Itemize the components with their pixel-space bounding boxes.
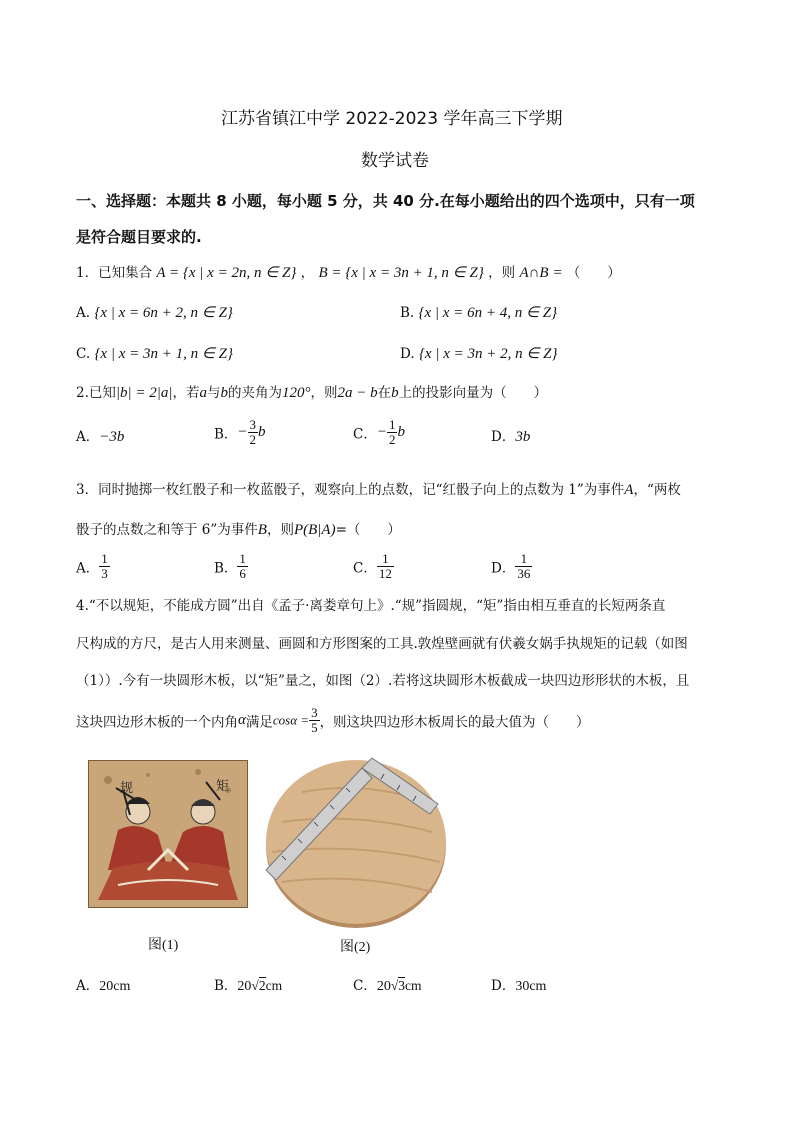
figure-2-wood-board xyxy=(262,752,450,930)
q4-cos: cosα = xyxy=(272,712,310,728)
option-unit: cm xyxy=(405,978,422,993)
option-text: 30cm xyxy=(515,979,547,994)
q1-prefix: 1．已知集合 xyxy=(76,265,153,281)
question-4-line2: 尺构成的方尺，是古人用来测量、画圆和方形图案的工具.敦煌壁画就有伏羲女娲手执规矩的记载（如图 xyxy=(76,636,688,652)
option-label: B. xyxy=(400,305,415,321)
radicand: 2 xyxy=(258,978,266,993)
exam-subtitle: 数学试卷 xyxy=(361,151,429,171)
option-coef: 20 xyxy=(237,979,252,994)
numerator: 1 xyxy=(101,551,108,566)
option-label: D． xyxy=(491,978,516,994)
q2-text: 与 xyxy=(207,385,221,401)
q2-option-c xyxy=(353,418,405,447)
option-label: B． xyxy=(214,426,238,443)
option-label: A． xyxy=(76,429,100,445)
question-4-line1: 4.“不以规矩，不能成方圆”出自《孟子·离娄章句上》.“规”指圆规，“矩”指由相互垂直的长短两条直 xyxy=(76,598,666,614)
q3-option-a xyxy=(76,552,110,581)
q2-condition: |b| = 2|a| xyxy=(115,385,173,401)
q1-answer-paren: （ ） xyxy=(566,265,621,281)
q2-text: ，若 xyxy=(172,385,200,401)
denominator: 3 xyxy=(101,566,108,581)
question-2-stem xyxy=(76,381,547,402)
figure-1-caption: 图(1) xyxy=(148,938,179,953)
option-unit: cm xyxy=(265,978,283,993)
fresco-image xyxy=(88,760,248,908)
option-var: b xyxy=(258,424,266,440)
section-heading-line1: 一、选择题：本题共 8 小题，每小题 5 分，共 40 分.在每小题给出的四个选项中，只有一项 xyxy=(76,192,695,210)
q2-text: 2.已知 xyxy=(76,385,116,401)
q2-c-fraction xyxy=(387,418,398,447)
option-label: C． xyxy=(353,560,377,577)
vector-a: a xyxy=(199,385,208,401)
q3-a-fraction xyxy=(99,552,110,581)
option-label: D. xyxy=(400,346,415,362)
numerator: 1 xyxy=(239,551,246,566)
option-coef: 20 xyxy=(376,979,391,994)
numerator: 1 xyxy=(388,417,396,432)
q1-intersection: A∩B = xyxy=(519,265,563,281)
option-text: −3b xyxy=(99,429,125,445)
option-text: {x | x = 6n + 2, n ∈ Z} xyxy=(94,305,233,321)
q1-option-d xyxy=(400,344,558,363)
denominator: 36 xyxy=(517,566,531,581)
q3-text: 3．同时抛掷一枚红骰子和一枚蓝骰子，观察向上的点数，记“红骰子向上的点数为 1”为事件 xyxy=(76,482,625,498)
q2-angle: 120° xyxy=(282,385,311,401)
q2-text: 的夹角为 xyxy=(228,385,283,401)
fresco-label-ju: 矩 xyxy=(216,779,230,794)
q2-text: 在 xyxy=(377,385,392,401)
denominator: 5 xyxy=(311,720,318,735)
q1-comma: ， xyxy=(300,265,315,281)
vector-b: b xyxy=(391,385,399,401)
event-b: B xyxy=(257,522,267,538)
numerator: 1 xyxy=(515,552,532,567)
q3-probability: P(B|A) xyxy=(293,522,336,538)
option-text: 20cm xyxy=(99,979,131,994)
denominator: 2 xyxy=(249,432,257,447)
q3-text: ，则 xyxy=(266,522,294,538)
q1-option-a xyxy=(76,303,233,322)
question-3-line1 xyxy=(76,478,681,499)
event-a: A xyxy=(624,482,634,498)
figure-2-caption: 图(2) xyxy=(340,940,371,955)
numerator: 1 xyxy=(377,552,394,567)
q4-text: 这块四边形木板的一个内角 xyxy=(76,714,238,731)
option-var: b xyxy=(397,424,405,440)
option-text: {x | x = 3n + 2, n ∈ Z} xyxy=(418,346,558,362)
q2-option-b xyxy=(214,418,266,447)
q3-option-b xyxy=(214,552,248,581)
q2-text: 上的投影向量为（ ） xyxy=(398,385,548,401)
q2-b-fraction xyxy=(248,418,259,447)
q4-option-d xyxy=(491,974,546,995)
q4-option-b xyxy=(214,974,282,995)
numerator: 3 xyxy=(311,705,318,720)
denominator: 2 xyxy=(388,432,396,447)
denominator: 12 xyxy=(378,566,392,581)
vector-b: b xyxy=(220,385,229,401)
q3-c-fraction xyxy=(377,552,394,581)
sqrt-symbol: √ xyxy=(390,978,399,993)
q4-option-c xyxy=(353,974,422,995)
option-label: D． xyxy=(491,429,516,445)
q4-option-a xyxy=(76,974,130,995)
question-4-line4 xyxy=(76,706,590,735)
figure-1-fresco xyxy=(88,760,248,908)
section-heading-line2: 是符合题目要求的. xyxy=(76,228,202,246)
question-4-line3: （1））.今有一块圆形木板，以“矩”量之，如图（2）.若将这块圆形木板截成一块四边形形状的木板，且 xyxy=(76,673,690,689)
question-3-line2 xyxy=(76,518,401,539)
option-label: B． xyxy=(214,978,238,994)
q2-text: ，则 xyxy=(310,385,338,401)
q3-text: =（ ） xyxy=(335,522,401,538)
option-label: C． xyxy=(353,426,377,443)
q3-d-fraction xyxy=(515,552,532,581)
option-label: A． xyxy=(76,978,100,994)
q2-expression: 2a − b xyxy=(337,385,378,401)
q4-fraction xyxy=(309,706,320,735)
option-text: {x | x = 6n + 4, n ∈ Z} xyxy=(418,305,558,321)
sqrt-symbol: √ xyxy=(251,978,259,993)
exam-title: 江苏省镇江中学 2022-2023 学年高三下学期 xyxy=(221,109,563,129)
q2-option-d xyxy=(491,425,530,446)
q1-set-a: A = {x | x = 2n, n ∈ Z} xyxy=(156,265,297,281)
q1-option-b xyxy=(400,303,557,322)
option-text: 3b xyxy=(515,429,531,445)
option-sign: − xyxy=(376,424,387,440)
q3-option-d xyxy=(491,552,532,581)
q1-option-c xyxy=(76,344,233,363)
option-label: A. xyxy=(76,305,91,321)
option-label: C. xyxy=(76,346,91,362)
fresco-label-gui: 规 xyxy=(120,781,134,796)
q4-text: 满足 xyxy=(245,714,273,731)
angle-alpha: α xyxy=(238,712,246,728)
q3-b-fraction xyxy=(237,552,248,581)
question-1-stem xyxy=(76,261,621,282)
q3-option-c xyxy=(353,552,394,581)
q4-text: ，则这块四边形木板周长的最大值为（ ） xyxy=(319,714,590,731)
option-label: A． xyxy=(76,560,100,577)
q3-text: ，“两枚 xyxy=(633,482,681,498)
q1-set-b: B = {x | x = 3n + 1, n ∈ Z} xyxy=(318,265,484,281)
option-label: B． xyxy=(214,560,238,577)
q2-option-a xyxy=(76,425,124,446)
option-sign: − xyxy=(237,424,248,440)
q1-then: ，则 xyxy=(488,265,516,281)
option-label: C． xyxy=(353,978,377,994)
radicand: 3 xyxy=(398,978,406,993)
denominator: 6 xyxy=(239,566,246,581)
option-label: D． xyxy=(491,560,516,577)
numerator: 3 xyxy=(249,417,257,432)
q3-text: 骰子的点数之和等于 6”为事件 xyxy=(76,522,258,538)
option-text: {x | x = 3n + 1, n ∈ Z} xyxy=(94,346,234,362)
wood-board-image xyxy=(262,752,450,930)
